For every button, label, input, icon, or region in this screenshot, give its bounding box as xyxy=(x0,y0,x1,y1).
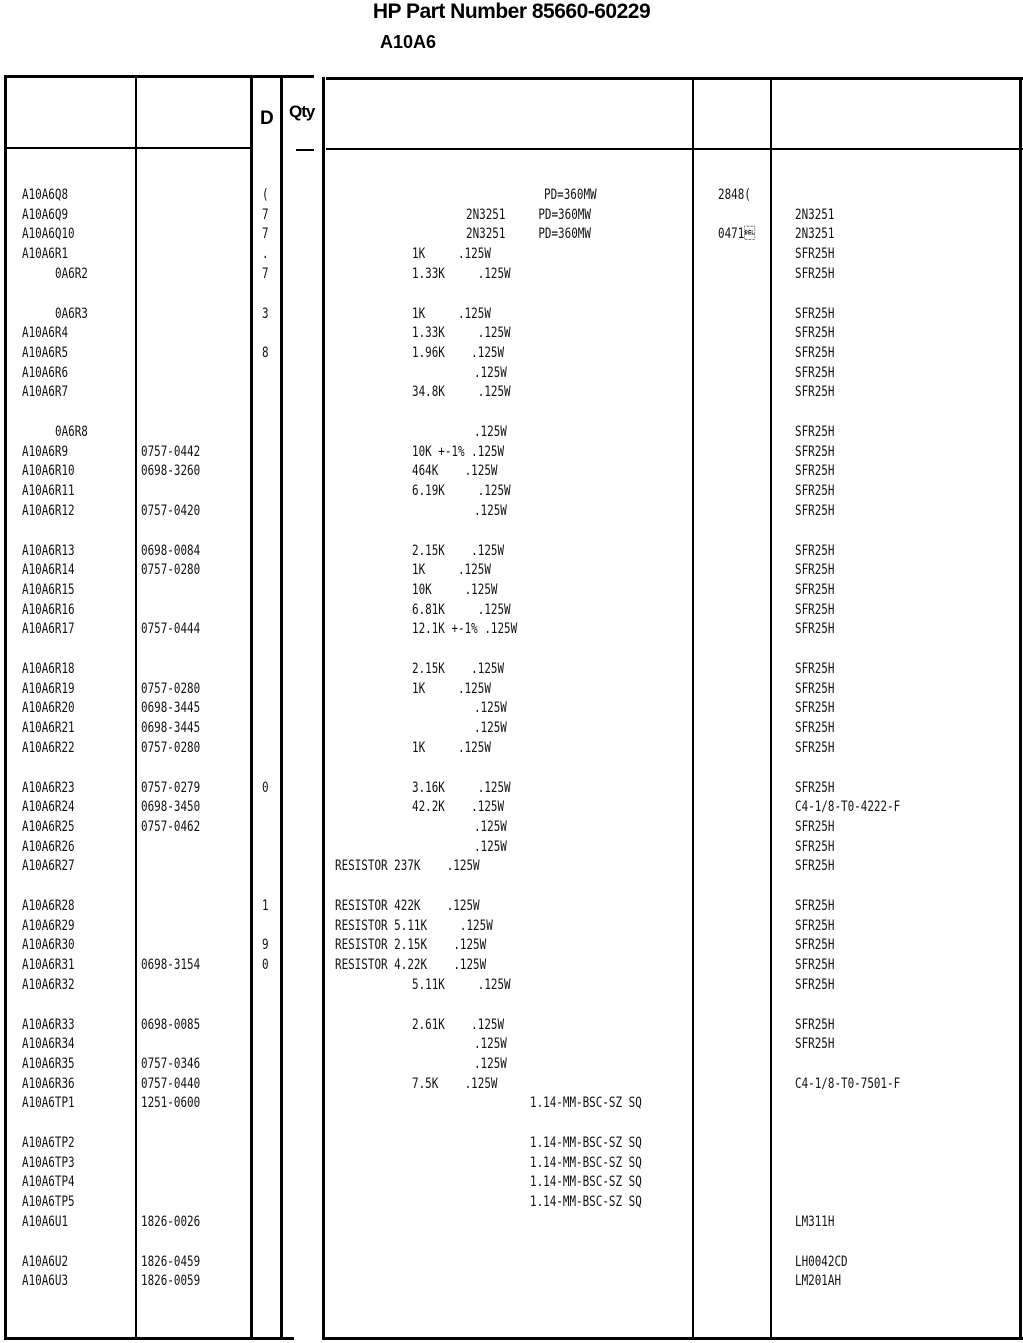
mfr-part-number-cell: SFR25H xyxy=(795,1016,835,1033)
description-cell: 6.81K .125W xyxy=(412,601,511,618)
mfr-part-number-cell: SFR25H xyxy=(795,838,835,855)
description-cell: 464K .125W xyxy=(412,463,498,480)
description-cell: .125W xyxy=(474,838,507,855)
description-cell: 10K .125W xyxy=(412,581,498,598)
mfr-part-number-cell: SFR25H xyxy=(795,581,835,598)
mfr-part-number-cell: SFR25H xyxy=(795,858,835,875)
col-divider-4 xyxy=(322,77,325,1340)
mfr-part-number-cell: SFR25H xyxy=(795,443,835,460)
hp-part-number-cell: 0757-0280 xyxy=(141,680,201,697)
col-divider-7 xyxy=(1019,77,1022,1340)
col-divider-6 xyxy=(770,77,772,1340)
ref-designator-cell: A10A6R13 xyxy=(22,542,75,559)
mfr-part-number-cell: SFR25H xyxy=(795,680,835,697)
description-cell: .125W xyxy=(474,720,507,737)
mfr-code-cell: 0471 xyxy=(718,226,756,243)
description-cell: .125W xyxy=(474,424,507,440)
ref-designator-cell: A10A6R22 xyxy=(22,739,75,756)
ref-designator-cell: A10A6R1 xyxy=(22,246,69,263)
mfr-part-number-cell: SFR25H xyxy=(795,739,835,756)
ref-designator-cell: A10A6R29 xyxy=(22,917,75,934)
col-divider-5 xyxy=(692,77,694,1340)
description-cell: .125W xyxy=(474,1055,507,1072)
hp-part-number-cell: 0757-0440 xyxy=(141,1075,201,1092)
hp-part-number-cell: 0757-0280 xyxy=(141,739,201,756)
hp-part-number-cell: 0757-0280 xyxy=(141,562,201,579)
hp-part-number-cell: 0698-3445 xyxy=(141,720,201,737)
header-separator-right xyxy=(326,148,1023,150)
check-digit-cell: 7 xyxy=(262,265,269,282)
ref-designator-cell: A10A6R33 xyxy=(22,1016,75,1033)
description-cell: .125W xyxy=(474,502,507,519)
check-digit-cell: 0 xyxy=(262,779,269,796)
description-cell: 1.14-MM-BSC-SZ SQ xyxy=(530,1154,642,1171)
ref-designator-cell: A10A6Q8 xyxy=(22,187,69,203)
description-cell: 1K .125W xyxy=(412,680,491,697)
check-digit-cell: ( xyxy=(262,187,269,203)
description-cell: .125W xyxy=(474,818,507,835)
check-digit-cell: 7 xyxy=(262,206,269,223)
mfr-part-number-cell: SFR25H xyxy=(795,246,835,263)
hp-part-number-cell: 0698-3260 xyxy=(141,463,201,480)
mfr-part-number-cell: SFR25H xyxy=(795,344,835,361)
description-cell: 2N3251 PD=360MW xyxy=(466,226,591,243)
hp-part-number-cell: 0757-0462 xyxy=(141,818,201,835)
check-digit-cell: 1 xyxy=(262,898,269,914)
description-cell: 1.14-MM-BSC-SZ SQ xyxy=(530,1135,642,1151)
mfr-part-number-cell: SFR25H xyxy=(795,779,835,796)
description-cell: 1K .125W xyxy=(412,305,491,322)
ref-designator-cell: A10A6R14 xyxy=(22,562,75,579)
ref-designator-cell: A10A6TP3 xyxy=(22,1154,75,1171)
ref-designator-cell: A10A6R32 xyxy=(22,976,75,993)
check-digit-cell: 0 xyxy=(262,957,269,974)
description-cell: 1K .125W xyxy=(412,739,491,756)
description-cell: 1K .125W xyxy=(412,562,491,579)
mfr-part-number-cell: LM201AH xyxy=(795,1273,842,1290)
description-cell: 1K .125W xyxy=(412,246,491,263)
hp-part-number-cell: 0757-0442 xyxy=(141,443,201,460)
mfr-part-number-cell: SFR25H xyxy=(795,384,835,401)
mfr-code-cell: 2848( xyxy=(718,187,751,203)
mfr-part-number-cell: SFR25H xyxy=(795,700,835,717)
ref-designator-cell: A10A6R34 xyxy=(22,1036,75,1053)
ref-designator-cell: A10A6R24 xyxy=(22,799,75,816)
ref-designator-cell: A10A6R6 xyxy=(22,364,69,381)
ref-designator-cell: A10A6R27 xyxy=(22,858,75,875)
mfr-part-number-cell: C4-1/8-T0-7501-F xyxy=(795,1075,901,1092)
mfr-part-number-cell: SFR25H xyxy=(795,661,835,677)
ref-designator-cell: A10A6R12 xyxy=(22,502,75,519)
mfr-part-number-cell: SFR25H xyxy=(795,720,835,737)
mfr-part-number-cell: SFR25H xyxy=(795,917,835,934)
ref-designator-cell: A10A6R31 xyxy=(22,957,75,974)
mfr-part-number-cell: SFR25H xyxy=(795,325,835,342)
hp-part-number-cell: 1826-0459 xyxy=(141,1253,201,1270)
ref-designator-cell: 0A6R8 xyxy=(55,424,88,440)
description-cell: 6.19K .125W xyxy=(412,483,511,500)
col-divider-1 xyxy=(135,75,137,1340)
description-cell: RESISTOR 4.22K .125W xyxy=(335,957,487,974)
ref-designator-cell: A10A6R30 xyxy=(22,937,75,954)
description-cell: 42.2K .125W xyxy=(412,799,505,816)
page-subtitle: A10A6 xyxy=(380,32,437,52)
col-divider-2 xyxy=(250,75,253,1340)
ref-designator-cell: A10A6R18 xyxy=(22,661,75,677)
ref-designator-cell: A10A6U2 xyxy=(22,1253,69,1270)
description-cell: 2.15K .125W xyxy=(412,661,505,677)
ref-designator-cell: 0A6R2 xyxy=(55,265,88,282)
description-cell: 3.16K .125W xyxy=(412,779,511,796)
hp-part-number-cell: 1826-0059 xyxy=(141,1273,201,1290)
description-cell: 1.33K .125W xyxy=(412,325,511,342)
mfr-part-number-cell: LH0042CD xyxy=(795,1253,848,1270)
table-top-border xyxy=(4,75,314,78)
ref-designator-cell: A10A6R11 xyxy=(22,483,75,500)
ref-designator-cell: A10A6R15 xyxy=(22,581,75,598)
ref-designator-cell: A10A6R20 xyxy=(22,700,75,717)
ref-designator-cell: A10A6R21 xyxy=(22,720,75,737)
mfr-part-number-cell: SFR25H xyxy=(795,364,835,381)
col-divider-3 xyxy=(280,75,283,1340)
description-cell: RESISTOR 237K .125W xyxy=(335,858,480,875)
mfr-part-number-cell: SFR25H xyxy=(795,502,835,519)
ref-designator-cell: A10A6R17 xyxy=(22,621,75,638)
description-cell: 2.15K .125W xyxy=(412,542,505,559)
hp-part-number-cell: 0757-0279 xyxy=(141,779,201,796)
description-cell: 1.33K .125W xyxy=(412,265,511,282)
mfr-part-number-cell: C4-1/8-T0-4222-F xyxy=(795,799,901,816)
hp-part-number-cell: 0757-0420 xyxy=(141,502,201,519)
check-digit-cell: 9 xyxy=(262,937,269,954)
ref-designator-cell: A10A6R26 xyxy=(22,838,75,855)
mfr-part-number-cell: SFR25H xyxy=(795,621,835,638)
mfr-part-number-cell: SFR25H xyxy=(795,483,835,500)
hp-part-number-cell: 0698-0084 xyxy=(141,542,201,559)
ref-designator-cell: A10A6TP2 xyxy=(22,1135,75,1151)
ref-designator-cell: A10A6R23 xyxy=(22,779,75,796)
ref-designator-cell: A10A6Q10 xyxy=(22,226,75,243)
check-digit-cell: 8 xyxy=(262,344,269,361)
table-top-border-right xyxy=(326,77,1023,80)
ref-designator-cell: A10A6R5 xyxy=(22,344,69,361)
ref-designator-cell: A10A6R25 xyxy=(22,818,75,835)
hp-part-number-cell: 0698-3154 xyxy=(141,957,201,974)
mfr-part-number-cell: SFR25H xyxy=(795,898,835,914)
mfr-part-number-cell: SFR25H xyxy=(795,957,835,974)
column-header-qty: Qty xyxy=(289,102,315,121)
hp-part-number-cell: 0757-0346 xyxy=(141,1055,201,1072)
ref-designator-cell: A10A6R9 xyxy=(22,443,69,460)
mfr-part-number-cell: LM311H xyxy=(795,1213,835,1230)
mfr-part-number-cell: SFR25H xyxy=(795,305,835,322)
description-cell: 5.11K .125W xyxy=(412,976,511,993)
mfr-part-number-cell: SFR25H xyxy=(795,463,835,480)
mfr-part-number-cell: SFR25H xyxy=(795,976,835,993)
ref-designator-cell: A10A6U3 xyxy=(22,1273,69,1290)
mfr-part-number-cell: SFR25H xyxy=(795,424,835,440)
page-title: HP Part Number 85660-60229 xyxy=(372,0,651,23)
ref-designator-cell: 0A6R3 xyxy=(55,305,88,322)
description-cell: RESISTOR 2.15K .125W xyxy=(335,937,487,954)
mfr-part-number-cell: SFR25H xyxy=(795,937,835,954)
description-cell: RESISTOR 422K .125W xyxy=(335,898,480,914)
mfr-part-number-cell: SFR25H xyxy=(795,265,835,282)
ref-designator-cell: A10A6R28 xyxy=(22,898,75,914)
ref-designator-cell: A10A6R16 xyxy=(22,601,75,618)
mfr-part-number-cell: SFR25H xyxy=(795,542,835,559)
check-digit-cell: . xyxy=(262,246,269,263)
ref-designator-cell: A10A6R35 xyxy=(22,1055,75,1072)
ref-designator-cell: A10A6U1 xyxy=(22,1213,69,1230)
description-cell: 1.96K .125W xyxy=(412,344,505,361)
ref-designator-cell: A10A6Q9 xyxy=(22,206,69,223)
description-cell: .125W xyxy=(474,364,507,381)
ref-designator-cell: A10A6R36 xyxy=(22,1075,75,1092)
mfr-part-number-cell: SFR25H xyxy=(795,818,835,835)
header-separator-qty xyxy=(296,149,314,151)
mfr-part-number-cell: SFR25H xyxy=(795,601,835,618)
col-divider-0 xyxy=(4,75,7,1340)
description-cell: 7.5K .125W xyxy=(412,1075,498,1092)
mfr-part-number-cell: SFR25H xyxy=(795,562,835,579)
description-cell: 1.14-MM-BSC-SZ SQ xyxy=(530,1095,642,1112)
description-cell: 34.8K .125W xyxy=(412,384,511,401)
hp-part-number-cell: 0698-0085 xyxy=(141,1016,201,1033)
description-cell: 1.14-MM-BSC-SZ SQ xyxy=(530,1174,642,1191)
check-digit-cell: 7 xyxy=(262,226,269,243)
hp-part-number-cell: 0757-0444 xyxy=(141,621,201,638)
description-cell: 12.1K +-1% .125W xyxy=(412,621,518,638)
description-cell: 2.61K .125W xyxy=(412,1016,505,1033)
mfr-part-number-cell: 2N3251 xyxy=(795,206,835,223)
description-cell: .125W xyxy=(474,700,507,717)
mfr-part-number-cell: 2N3251 xyxy=(795,226,835,243)
header-separator xyxy=(4,147,252,149)
ref-designator-cell: A10A6TP1 xyxy=(22,1095,75,1112)
description-cell: 10K +-1% .125W xyxy=(412,443,505,460)
mfr-part-number-cell: SFR25H xyxy=(795,1036,835,1053)
description-cell: PD=360MW xyxy=(544,187,597,203)
hp-part-number-cell: 0698-3445 xyxy=(141,700,201,717)
hp-part-number-cell: 0698-3450 xyxy=(141,799,201,816)
ref-designator-cell: A10A6TP4 xyxy=(22,1174,75,1191)
ref-designator-cell: A10A6R7 xyxy=(22,384,69,401)
column-header-d: D xyxy=(260,108,274,129)
ref-designator-cell: A10A6R19 xyxy=(22,680,75,697)
ref-designator-cell: A10A6TP5 xyxy=(22,1194,75,1211)
ref-designator-cell: A10A6R10 xyxy=(22,463,75,480)
description-cell: 1.14-MM-BSC-SZ SQ xyxy=(530,1194,642,1211)
hp-part-number-cell: 1251-0600 xyxy=(141,1095,201,1112)
check-digit-cell: 3 xyxy=(262,305,269,322)
description-cell: RESISTOR 5.11K .125W xyxy=(335,917,493,934)
table-bottom-border-right xyxy=(322,1337,1023,1340)
description-cell: 2N3251 PD=360MW xyxy=(466,206,591,223)
hp-part-number-cell: 1826-0026 xyxy=(141,1213,201,1230)
ref-designator-cell: A10A6R4 xyxy=(22,325,69,342)
description-cell: .125W xyxy=(474,1036,507,1053)
